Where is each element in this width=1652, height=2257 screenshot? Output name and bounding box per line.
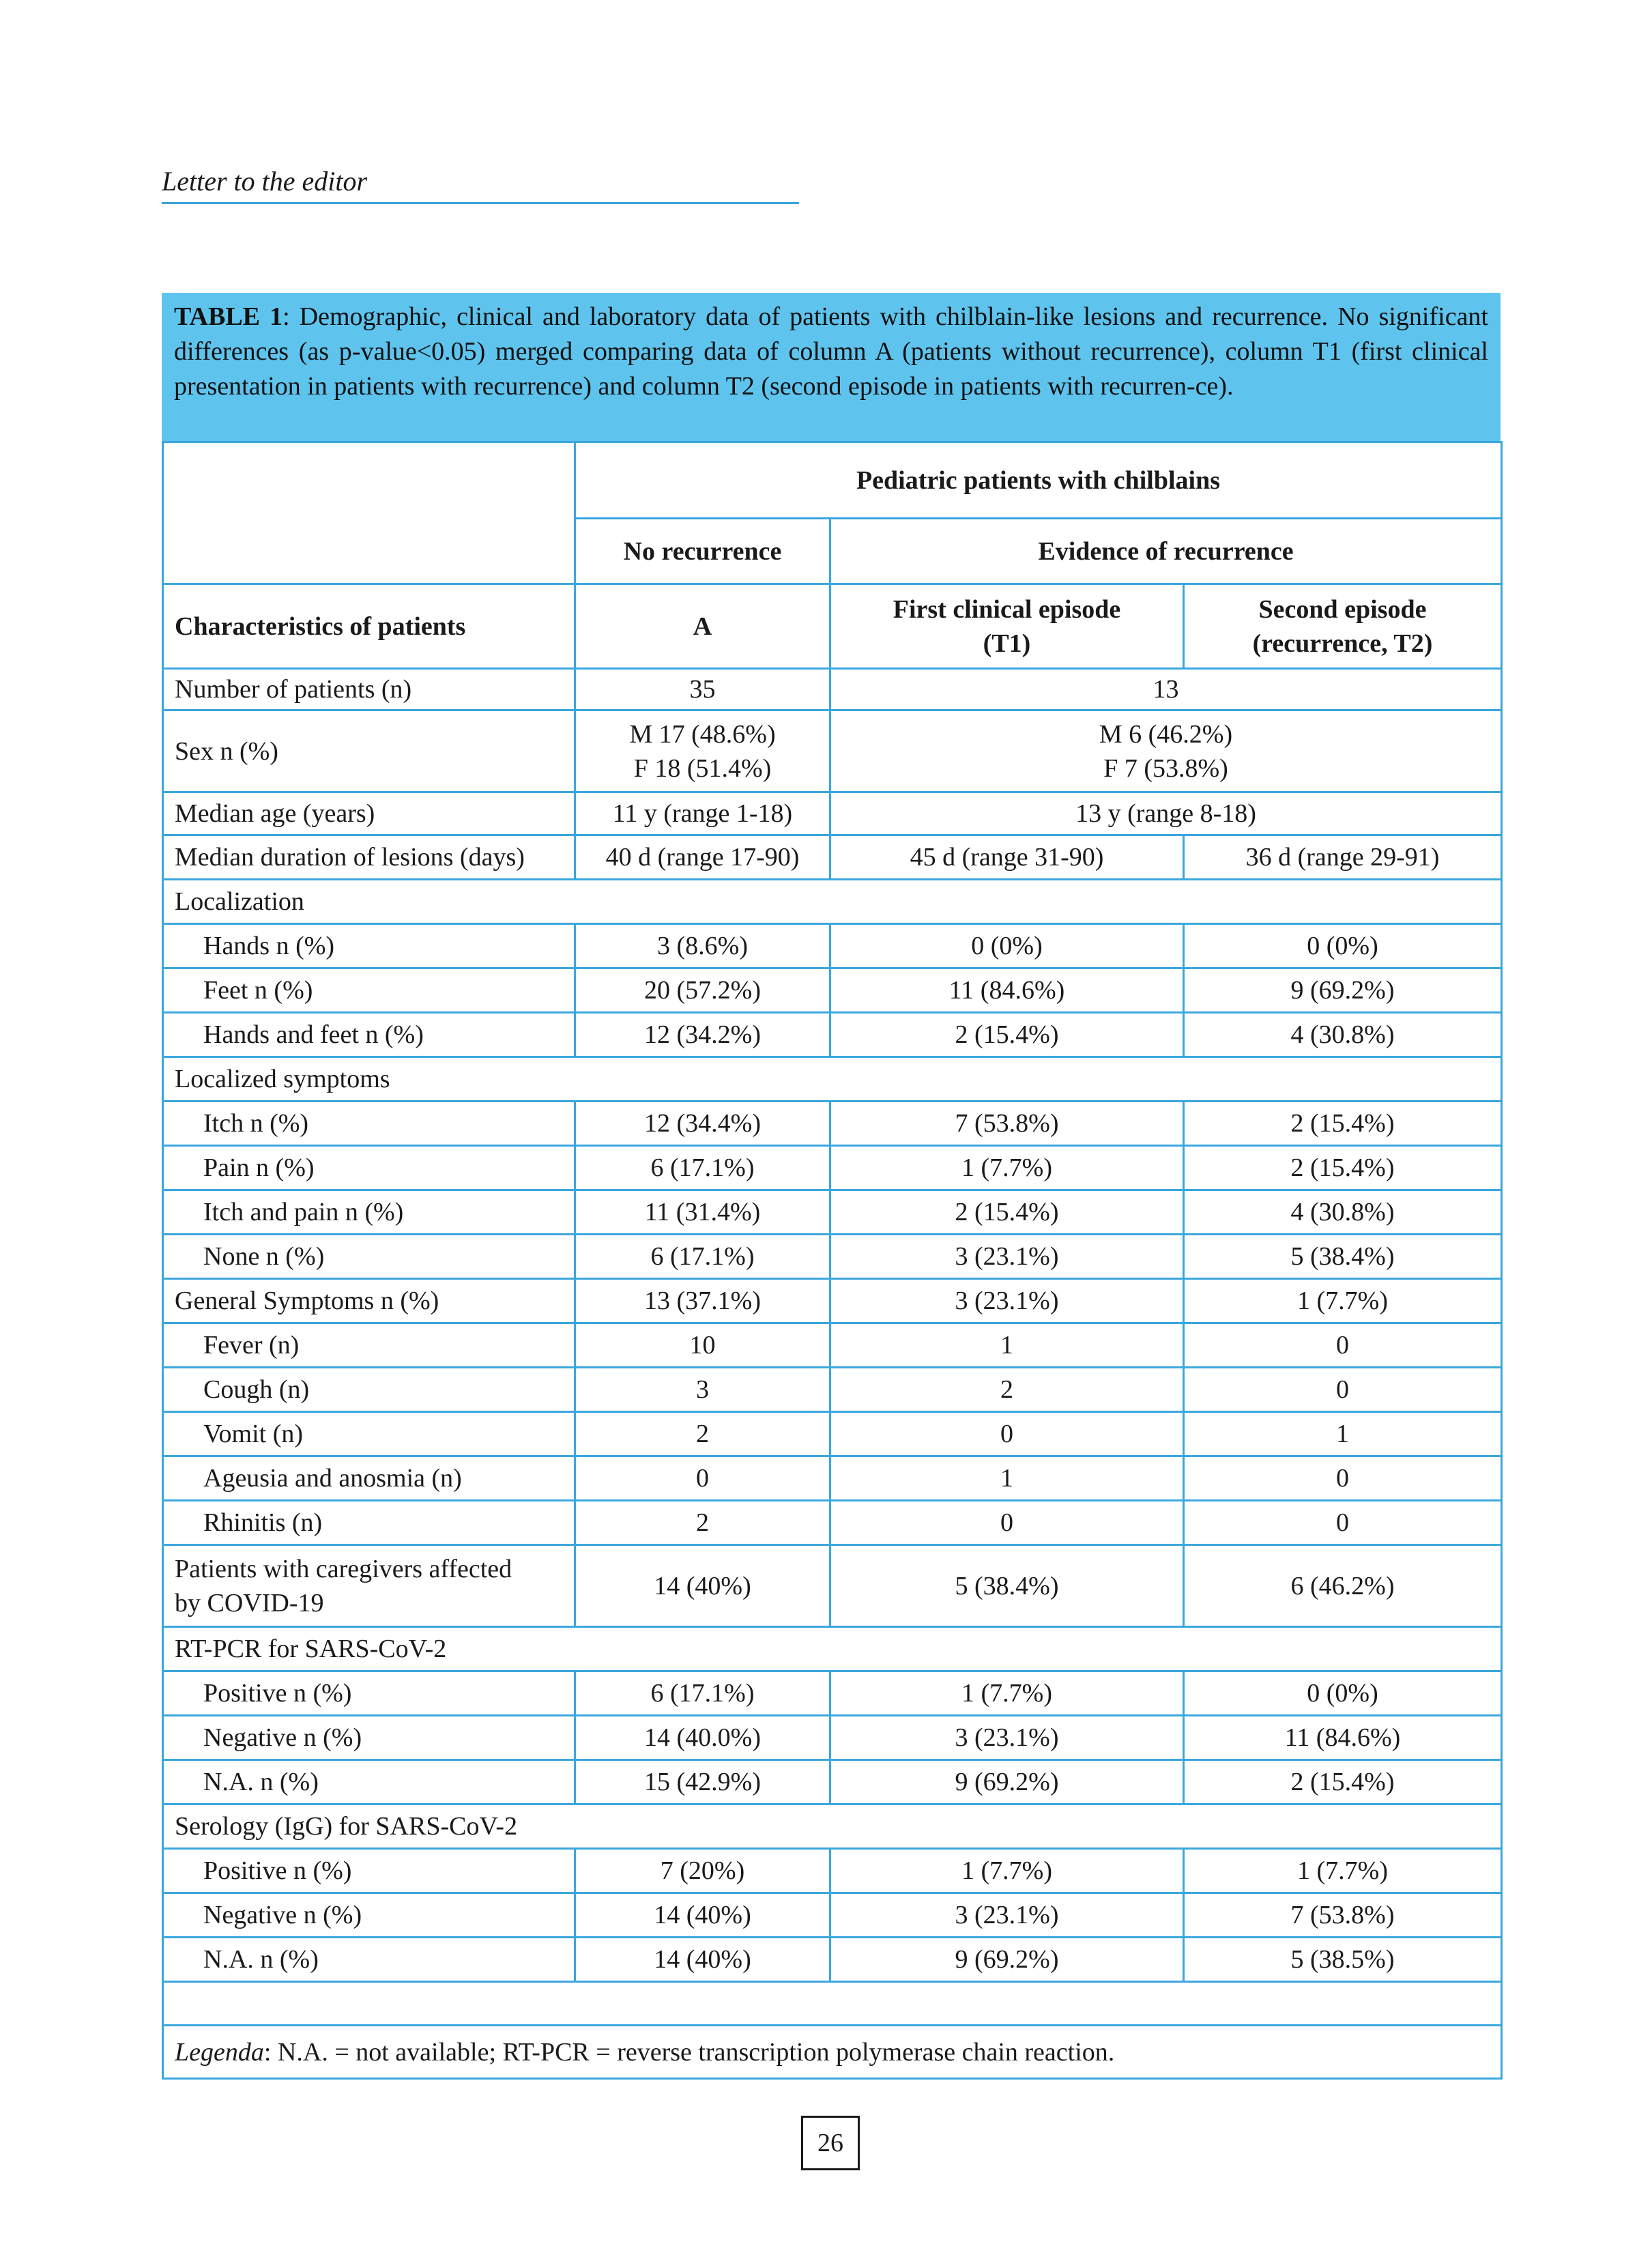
cell-t1: 0 (0%) xyxy=(830,924,1184,968)
cell-t2: 9 (69.2%) xyxy=(1184,968,1502,1013)
table-row xyxy=(163,1412,1502,1456)
cell-t1: 7 (53.8%) xyxy=(830,1102,1184,1146)
table-row xyxy=(163,1279,1502,1323)
cell-a: 10 xyxy=(575,1323,830,1368)
cell-t1: 1 (7.7%) xyxy=(830,1671,1184,1716)
cell-a: 35 xyxy=(575,669,830,710)
row-label: Cough (n) xyxy=(163,1368,575,1412)
table-row xyxy=(163,1501,1502,1545)
header-col-t1-line1: First clinical episode xyxy=(893,594,1121,624)
cell-a-line1: M 17 (48.6%) xyxy=(629,719,776,749)
section-row xyxy=(163,1627,1502,1671)
table-row xyxy=(163,1146,1502,1190)
cell-a: 40 d (range 17-90) xyxy=(575,835,830,880)
cell-a: 0 xyxy=(575,1456,830,1501)
cell-t2: 2 (15.4%) xyxy=(1184,1760,1502,1805)
row-label: Rhinitis (n) xyxy=(163,1501,575,1545)
table-row xyxy=(163,792,1502,835)
cell-t1: 1 xyxy=(830,1456,1184,1501)
spacer-row xyxy=(163,1982,1502,2026)
header-row-columns xyxy=(163,584,1502,669)
row-label: N.A. n (%) xyxy=(163,1938,575,1982)
row-label: Negative n (%) xyxy=(163,1893,575,1938)
header-col-t1 xyxy=(830,584,1184,669)
cell-t2: 11 (84.6%) xyxy=(1184,1716,1502,1760)
cell-t1: 2 (15.4%) xyxy=(830,1013,1184,1057)
cell-t2: 2 (15.4%) xyxy=(1184,1146,1502,1190)
table-row xyxy=(163,1760,1502,1805)
row-label xyxy=(163,1545,575,1627)
cell-a: 20 (57.2%) xyxy=(575,968,830,1013)
header-no-recurrence: No recurrence xyxy=(575,519,830,584)
section-localization: Localization xyxy=(163,880,1502,924)
row-label: Hands n (%) xyxy=(163,924,575,968)
cell-t2: 5 (38.5%) xyxy=(1184,1938,1502,1982)
cell-t2: 1 (7.7%) xyxy=(1184,1849,1502,1893)
cell-t1: 5 (38.4%) xyxy=(830,1545,1184,1627)
table-row xyxy=(163,710,1502,792)
cell-t2: 0 xyxy=(1184,1368,1502,1412)
cell-a: 3 xyxy=(575,1368,830,1412)
cell-t: 13 y (range 8-18) xyxy=(830,792,1502,835)
cell-t1: 1 (7.7%) xyxy=(830,1849,1184,1893)
cell-a: 11 y (range 1-18) xyxy=(575,792,830,835)
cell-a: 12 (34.4%) xyxy=(575,1102,830,1146)
row-label: Fever (n) xyxy=(163,1323,575,1368)
cell-t2: 0 xyxy=(1184,1501,1502,1545)
table-row xyxy=(163,1323,1502,1368)
table-row xyxy=(163,924,1502,968)
table-row xyxy=(163,1545,1502,1627)
row-label: Vomit (n) xyxy=(163,1412,575,1456)
table-row xyxy=(163,1013,1502,1057)
cell-t2: 6 (46.2%) xyxy=(1184,1545,1502,1627)
header-col-a: A xyxy=(575,584,830,669)
cell-t1: 0 xyxy=(830,1412,1184,1456)
cell-t1: 9 (69.2%) xyxy=(830,1760,1184,1805)
cell-a: 2 xyxy=(575,1501,830,1545)
section-serology: Serology (IgG) for SARS-CoV-2 xyxy=(163,1805,1502,1849)
row-label: General Symptoms n (%) xyxy=(163,1279,575,1323)
row-label: Positive n (%) xyxy=(163,1849,575,1893)
cell-t2: 7 (53.8%) xyxy=(1184,1893,1502,1938)
cell-a: 15 (42.9%) xyxy=(575,1760,830,1805)
table-row xyxy=(163,835,1502,880)
cell-t xyxy=(830,710,1502,792)
cell-t2: 0 (0%) xyxy=(1184,1671,1502,1716)
cell-a: 2 xyxy=(575,1412,830,1456)
cell-t2: 1 xyxy=(1184,1412,1502,1456)
cell-a: 13 (37.1%) xyxy=(575,1279,830,1323)
cell-t1: 3 (23.1%) xyxy=(830,1279,1184,1323)
cell-t2: 0 xyxy=(1184,1456,1502,1501)
row-label-line1: Patients with caregivers affected xyxy=(175,1554,512,1583)
cell-t1: 1 (7.7%) xyxy=(830,1146,1184,1190)
table-legend xyxy=(163,2026,1502,2079)
cell-t2: 5 (38.4%) xyxy=(1184,1235,1502,1279)
table-caption-label: TABLE 1 xyxy=(174,302,283,331)
cell-t1: 9 (69.2%) xyxy=(830,1938,1184,1982)
row-label: Negative n (%) xyxy=(163,1716,575,1760)
cell-a: 6 (17.1%) xyxy=(575,1235,830,1279)
page-number: 26 xyxy=(801,2116,860,2170)
table-1 xyxy=(162,293,1501,2080)
row-label: Pain n (%) xyxy=(163,1146,575,1190)
table-row xyxy=(163,968,1502,1013)
header-col-t1-line2: (T1) xyxy=(983,629,1031,658)
row-label: Feet n (%) xyxy=(163,968,575,1013)
cell-a: 3 (8.6%) xyxy=(575,924,830,968)
row-label: N.A. n (%) xyxy=(163,1760,575,1805)
spacer-cell xyxy=(163,1982,1502,2026)
header-col-t2-line2: (recurrence, T2) xyxy=(1252,629,1433,658)
table-caption-text: : Demographic, clinical and laboratory data of patients with chilblain-like lesions and recurrence. No significant differences (as p-value<0.05) merged comparing data of column A (patients without recurrence), column T1 (first clinical presentation in patients with recurrence) and column T2 (second episode in patients with recurren-ce). xyxy=(174,302,1488,401)
cell-a: 14 (40.0%) xyxy=(575,1716,830,1760)
table-row xyxy=(163,1849,1502,1893)
cell-a: 6 (17.1%) xyxy=(575,1146,830,1190)
row-label: Median age (years) xyxy=(163,792,575,835)
table-row xyxy=(163,1368,1502,1412)
table-caption xyxy=(162,293,1501,441)
section-rt-pcr: RT-PCR for SARS-CoV-2 xyxy=(163,1627,1502,1671)
running-head: Letter to the editor xyxy=(162,161,799,204)
cell-t2: 0 (0%) xyxy=(1184,924,1502,968)
cell-a: 14 (40%) xyxy=(575,1938,830,1982)
cell-t1: 0 xyxy=(830,1501,1184,1545)
cell-a: 7 (20%) xyxy=(575,1849,830,1893)
cell-t1: 3 (23.1%) xyxy=(830,1893,1184,1938)
cell-a: 14 (40%) xyxy=(575,1893,830,1938)
section-row xyxy=(163,880,1502,924)
header-evidence-of-recurrence: Evidence of recurrence xyxy=(830,519,1502,584)
cell-t1: 3 (23.1%) xyxy=(830,1235,1184,1279)
legend-label: Legenda xyxy=(175,2037,264,2067)
cell-t1: 2 xyxy=(830,1368,1184,1412)
table-row xyxy=(163,669,1502,710)
row-label: Hands and feet n (%) xyxy=(163,1013,575,1057)
cell-a: 14 (40%) xyxy=(575,1545,830,1627)
row-label: Itch and pain n (%) xyxy=(163,1190,575,1235)
header-group-title: Pediatric patients with chilblains xyxy=(575,442,1502,519)
table-row xyxy=(163,1235,1502,1279)
cell-a: 12 (34.2%) xyxy=(575,1013,830,1057)
legend-text: : N.A. = not available; RT-PCR = reverse transcription polymerase chain reaction. xyxy=(263,2037,1115,2067)
cell-a: 6 (17.1%) xyxy=(575,1671,830,1716)
table-row xyxy=(163,1938,1502,1982)
header-col-t2 xyxy=(1184,584,1502,669)
section-row xyxy=(163,1805,1502,1849)
cell-t1: 11 (84.6%) xyxy=(830,968,1184,1013)
table-row xyxy=(163,1716,1502,1760)
cell-t2: 1 (7.7%) xyxy=(1184,1279,1502,1323)
row-label: Number of patients (n) xyxy=(163,669,575,710)
cell-t2: 36 d (range 29-91) xyxy=(1184,835,1502,880)
table-row xyxy=(163,1671,1502,1716)
header-col-t2-line1: Second episode xyxy=(1258,594,1427,624)
row-label: None n (%) xyxy=(163,1235,575,1279)
data-table xyxy=(162,441,1503,2080)
row-label-line2: by COVID-19 xyxy=(175,1588,324,1618)
section-localized-symptoms: Localized symptoms xyxy=(163,1057,1502,1102)
row-label: Median duration of lesions (days) xyxy=(163,835,575,880)
cell-t: 13 xyxy=(830,669,1502,710)
table-row xyxy=(163,1456,1502,1501)
cell-t1: 1 xyxy=(830,1323,1184,1368)
cell-t-line1: M 6 (46.2%) xyxy=(1099,719,1233,749)
legend-row xyxy=(163,2026,1502,2079)
row-label: Sex n (%) xyxy=(163,710,575,792)
cell-t2: 2 (15.4%) xyxy=(1184,1102,1502,1146)
cell-a-line2: F 18 (51.4%) xyxy=(633,753,772,783)
row-label: Ageusia and anosmia (n) xyxy=(163,1456,575,1501)
header-blank-cell xyxy=(163,442,575,584)
cell-t2: 0 xyxy=(1184,1323,1502,1368)
table-row xyxy=(163,1102,1502,1146)
row-label: Itch n (%) xyxy=(163,1102,575,1146)
section-row xyxy=(163,1057,1502,1102)
table-row xyxy=(163,1893,1502,1938)
cell-t2: 4 (30.8%) xyxy=(1184,1190,1502,1235)
cell-t1: 45 d (range 31-90) xyxy=(830,835,1184,880)
header-characteristics: Characteristics of patients xyxy=(163,584,575,669)
cell-t1: 3 (23.1%) xyxy=(830,1716,1184,1760)
row-label: Positive n (%) xyxy=(163,1671,575,1716)
table-row xyxy=(163,1190,1502,1235)
cell-t2: 4 (30.8%) xyxy=(1184,1013,1502,1057)
cell-a: 11 (31.4%) xyxy=(575,1190,830,1235)
cell-a xyxy=(575,710,830,792)
cell-t-line2: F 7 (53.8%) xyxy=(1103,753,1228,783)
header-row-group xyxy=(163,442,1502,519)
cell-t1: 2 (15.4%) xyxy=(830,1190,1184,1235)
